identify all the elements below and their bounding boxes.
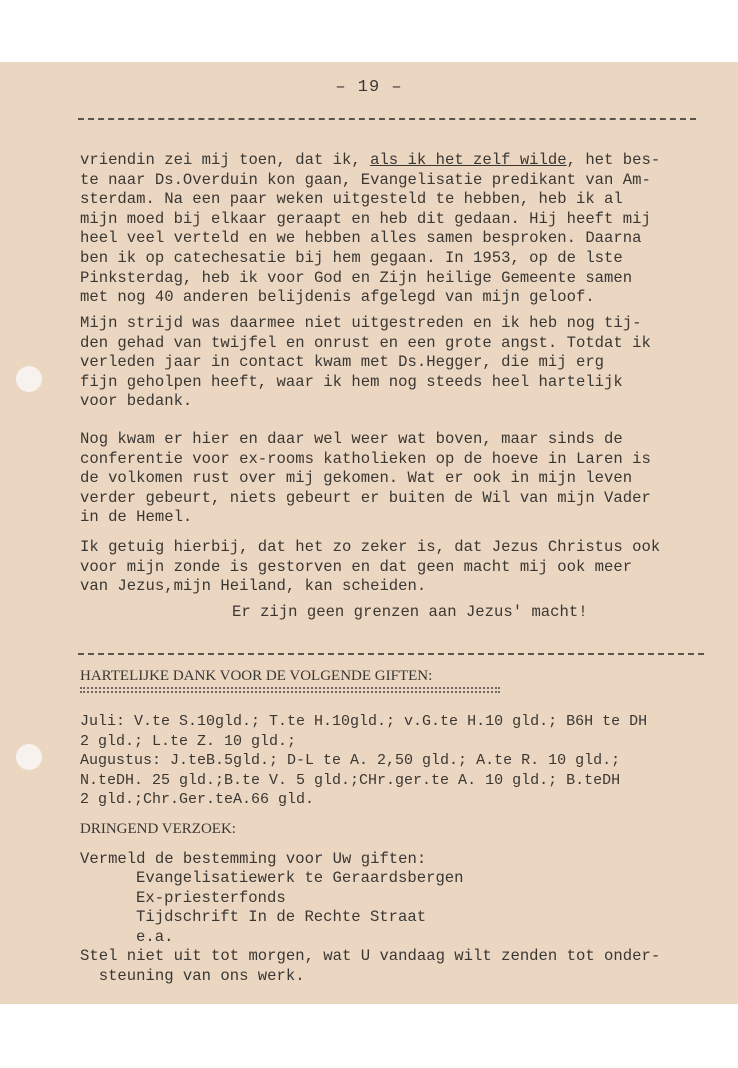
verzoek-item: Evangelisatiewerk te Geraardsbergen xyxy=(136,869,464,887)
verzoek-closing: Stel niet uit tot morgen, wat U vandaag wilt zenden tot onder- steuning van ons werk. xyxy=(80,947,661,985)
paragraph-2: Mijn strijd was daarmee niet uitgestreden en ik heb nog tij- den gehad van twijfel en onrust en een grote angst. Totdat ik verleden jaar in contact kwam met Ds.Hegger, die mij erg fijn geholpen heeft, waar ik hem nog steeds heel hartelijk voor bedank. xyxy=(80,314,651,411)
underlined-phrase: als ik het zelf wilde xyxy=(370,151,567,169)
verzoek-heading: DRINGEND VERZOEK: xyxy=(80,821,236,837)
paragraph-3: Nog kwam er hier en daar wel weer wat boven, maar sinds de conferentie voor ex-rooms katholieken op de hoeve in Laren is de volkomen rust over mij gekomen. Wat er ook in mijn leven verder gebeurt, niets gebeurt er buiten de Wil van mijn Vader in de Hemel. xyxy=(80,430,651,527)
verzoek-item: e.a. xyxy=(136,928,174,946)
punch-hole xyxy=(16,366,42,392)
giften-list: Juli: V.te S.10gld.; T.te H.10gld.; v.G.te H.10 gld.; B6H te DH 2 gld.; L.te Z. 10 gld.; Augustus: J.teB.5gld.; D-L te A. 2,50 gld.; A.te R. 10 gld.; N.teDH. 25 gld.;B.te V. 5 gld.;CHr.ger.te A. 10 gld.; B.teDH 2 gld.;Chr.Ger.teA.66 gld. xyxy=(80,713,648,808)
paragraph-1-body: te naar Ds.Overduin kon gaan, Evangelisatie predikant van Am- sterdam. Na een paar weken uitgesteld te hebben, heb ik al mijn moed bij elkaar geraapt en heb dit gedaan. Hij heeft mij heel veel verteld en we hebben alles samen besproken. Daarna ben ik op catechesatie bij hem gegaan. In 1953, op de lste Pinksterdag, heb ik voor God en Zijn heilige Gemeente samen met nog 40 anderen belijdenis afgelegd van mijn geloof. xyxy=(80,170,651,307)
top-divider xyxy=(78,118,696,120)
paragraph-1 xyxy=(80,151,720,308)
heading-double-underline xyxy=(80,687,500,689)
heading-double-underline xyxy=(80,691,500,693)
giften-heading: HARTELIJKE DANK VOOR DE VOLGENDE GIFTEN: xyxy=(80,668,433,684)
verzoek-intro: Vermeld de bestemming voor Uw giften: xyxy=(80,850,427,868)
verzoek-item: Tijdschrift In de Rechte Straat xyxy=(136,908,427,926)
section-divider xyxy=(78,653,704,655)
paragraph-4: Ik getuig hierbij, dat het zo zeker is, dat Jezus Christus ook voor mijn zonde is gestorven en dat geen macht mij ook meer van Jezus,mijn Heiland, kan scheiden. xyxy=(80,538,661,596)
punch-hole xyxy=(16,744,42,770)
paragraph-1-line-end: , het bes- xyxy=(566,151,661,169)
closing-line: Er zijn geen grenzen aan Jezus' macht! xyxy=(232,603,588,621)
page-number: – 19 – xyxy=(335,78,403,97)
verzoek-item: Ex-priesterfonds xyxy=(136,889,286,907)
paragraph-1-line-start: vriendin zei mij toen, dat ik, xyxy=(80,151,371,169)
